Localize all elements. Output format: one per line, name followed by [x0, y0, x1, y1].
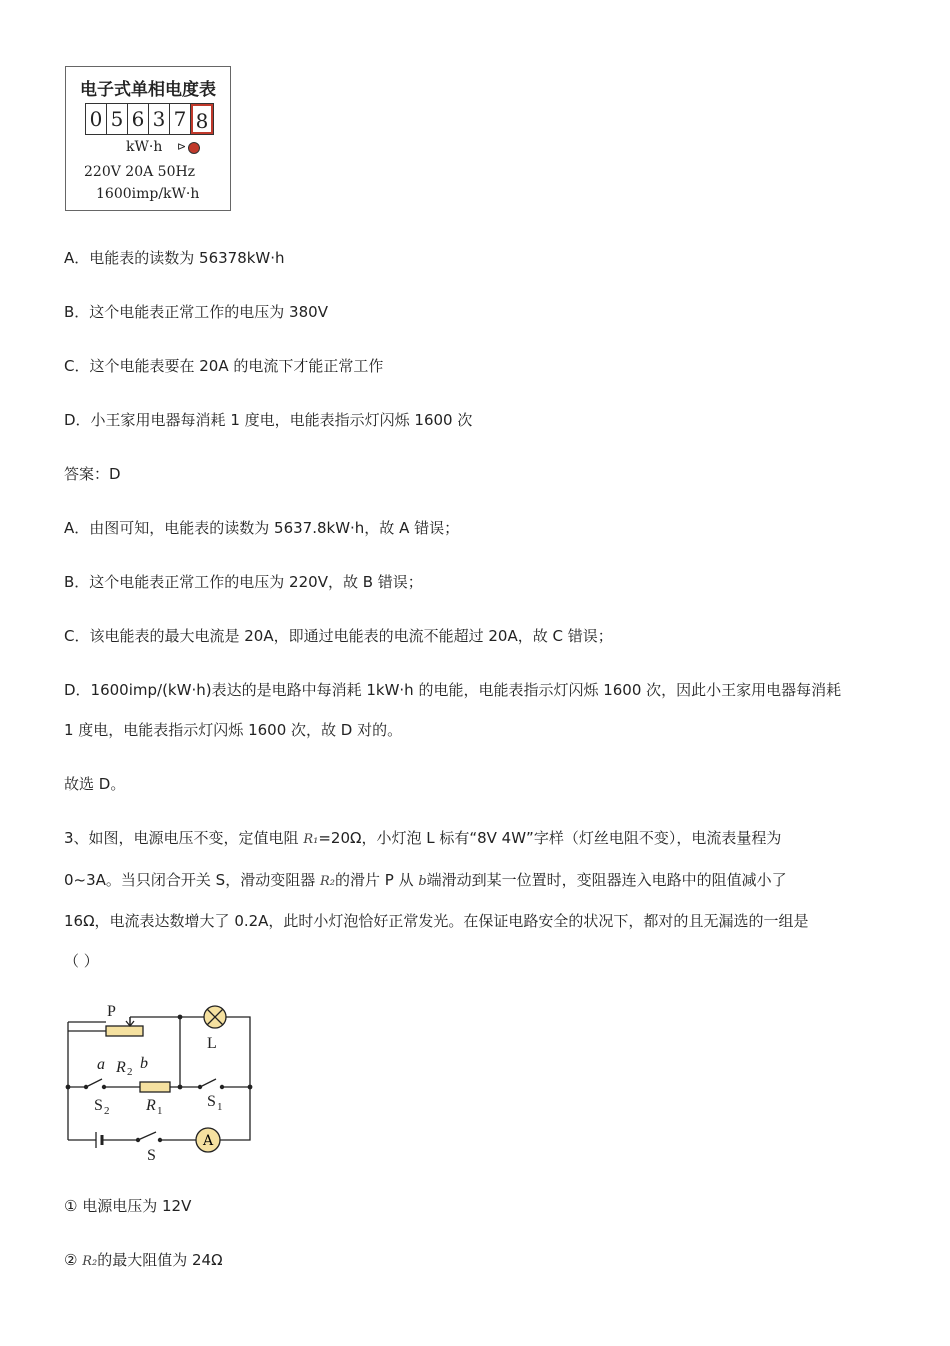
meter-digit: 7	[170, 104, 191, 134]
label-s: S	[147, 1147, 156, 1164]
r1-resistor-icon	[140, 1082, 170, 1092]
conclusion: 故选 D。	[64, 775, 126, 793]
answer-line: 答案：D	[64, 465, 121, 483]
meter-unit: kW·h	[126, 139, 163, 155]
s2-switch-icon	[86, 1079, 102, 1087]
meter-spec: 220V 20A 50Hz	[84, 164, 196, 180]
label-s1: S	[207, 1093, 216, 1110]
s1-contact	[220, 1085, 224, 1089]
r1-symbol: R₁	[303, 832, 319, 847]
analysis-a: A．由图可知，电能表的读数为 5637.8kW·h，故 A 错误；	[64, 519, 460, 537]
junction-dot	[178, 1015, 183, 1020]
circuit-diagram	[60, 1000, 260, 1168]
s-switch-icon	[138, 1132, 156, 1140]
option-d: D．小王家用电器每消耗 1 度电，电能表指示灯闪烁 1600 次	[64, 411, 473, 429]
meter-digit: 5	[107, 104, 128, 134]
meter-imp: 1600imp/kW·h	[96, 186, 200, 202]
statement-2	[64, 1250, 223, 1272]
label-l: L	[207, 1035, 217, 1052]
q3-line2	[64, 870, 787, 892]
label-b: b	[140, 1055, 148, 1072]
r2-resistor-icon	[106, 1026, 143, 1036]
q3-line1	[64, 828, 781, 850]
meter-digit: 6	[128, 104, 149, 134]
statement-1: ① 电源电压为 12V	[64, 1197, 192, 1215]
label-r1: R	[146, 1097, 156, 1114]
label-s2: S	[94, 1097, 103, 1114]
label-r2-sub: 2	[127, 1066, 133, 1078]
q3-line4: （ ）	[64, 952, 99, 970]
q3-text: 3、如图，电源电压不变，定值电阻	[64, 829, 304, 847]
label-s1-sub: 1	[217, 1101, 223, 1113]
analysis-d-line2: 1 度电，电能表指示灯闪烁 1600 次，故 D 对的。	[64, 721, 403, 739]
option-b: B．这个电能表正常工作的电压为 380V	[64, 303, 328, 321]
label-r2: R	[116, 1059, 126, 1076]
analysis-c: C．该电能表的最大电流是 20A，即通过电能表的电流不能超过 20A，故 C 错误；	[64, 627, 613, 645]
meter-digit-decimal: 8	[191, 104, 213, 134]
r2-symbol: R₂	[82, 1254, 98, 1269]
r2-symbol: R₂	[319, 874, 335, 889]
label-s2-sub: 2	[104, 1105, 110, 1117]
b-symbol: b	[418, 874, 427, 889]
meter-title: 电子式单相电度表	[80, 80, 216, 100]
q3-text: 0~3A。当只闭合开关 S，滑动变阻器	[64, 871, 320, 889]
analysis-d-line1: D．1600imp/(kW·h)表达的是电路中每消耗 1kW·h 的电能，电能表指示灯闪烁 1600 次，因此小王家用电器每消耗	[64, 681, 842, 699]
option-a: A．电能表的读数为 56378kW·h	[64, 249, 285, 267]
meter-digit: 3	[149, 104, 170, 134]
s-contact	[158, 1138, 162, 1142]
label-r1-sub: 1	[157, 1105, 163, 1117]
indicator-light-icon	[188, 142, 200, 154]
junction-dot	[66, 1085, 71, 1090]
junction-dot	[248, 1085, 253, 1090]
meter-digits	[85, 103, 214, 135]
option-c: C．这个电能表要在 20A 的电流下才能正常工作	[64, 357, 384, 375]
analysis-b: B．这个电能表正常工作的电压为 220V，故 B 错误；	[64, 573, 423, 591]
junction-dot	[178, 1085, 183, 1090]
statement-text: ②	[64, 1251, 83, 1269]
q3-line3: 16Ω，电流表达数增大了 0.2A，此时小灯泡恰好正常发光。在保证电路安全的状况下，都对的且无漏选的一组是	[64, 912, 809, 930]
meter-digit: 0	[86, 104, 107, 134]
label-p: P	[107, 1003, 116, 1020]
meter-figure	[65, 66, 231, 211]
indicator-arrow-icon: ⊳	[177, 140, 187, 153]
q3-text: 的滑片 P 从	[334, 871, 419, 889]
q3-text: =20Ω，小灯泡 L 标有“8V 4W”字样（灯丝电阻不变），电流表量程为	[318, 829, 782, 847]
ammeter-label: A	[202, 1133, 214, 1149]
label-a: a	[97, 1056, 105, 1073]
s1-switch-icon	[200, 1079, 216, 1087]
s2-contact	[102, 1085, 106, 1089]
q3-text: 端滑动到某一位置时，变阻器连入电路中的阻值减小了	[426, 871, 787, 889]
statement-text: 的最大阻值为 24Ω	[97, 1251, 223, 1269]
